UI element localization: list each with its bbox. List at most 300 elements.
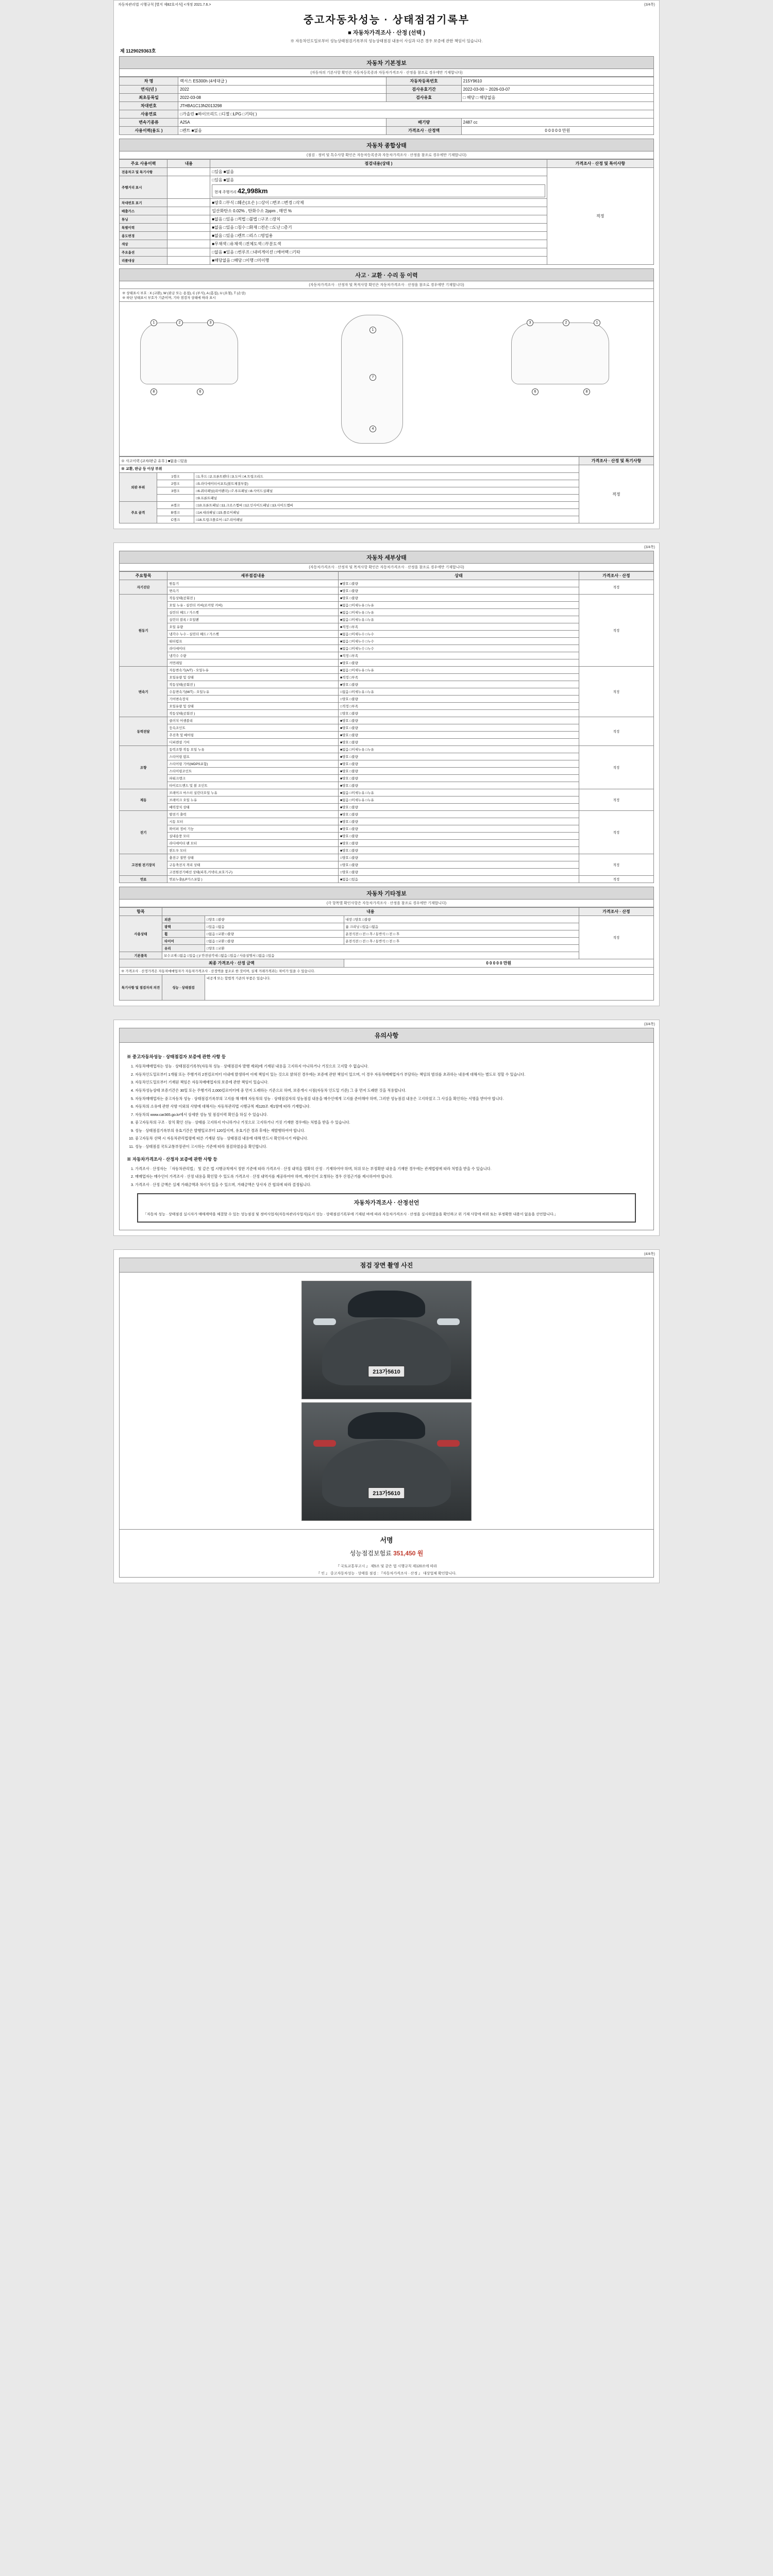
detail-state: □양호 □불량	[339, 869, 579, 876]
document-page-1	[113, 0, 660, 529]
detail-item: 수동변속기(M/T) - 오일누유	[167, 688, 339, 696]
group-powertrain: 동력전달	[120, 717, 167, 746]
section-condition-note: (점검 · 정비 및 특수사항 확인은 자동차등록증과 자동차가격조사 · 산정을 참조로 경우에만 기재합니다)	[119, 151, 654, 159]
page-subtitle: ■ 자동차가격조사 · 산정 (선택 )	[348, 30, 425, 36]
detail-item: 작동상태(공회전 )	[167, 595, 339, 602]
form-reference: 자동차관리법 시행규칙 [별지 제82호서식] <개정 2021.7.6.>	[118, 3, 211, 7]
table-row	[120, 638, 654, 645]
table-row	[120, 796, 654, 804]
car-damage-diagram	[119, 302, 654, 456]
row-recall-content	[167, 257, 210, 265]
other-remark: 적정	[579, 916, 653, 959]
detail-item: 자동변속기(A/T) - 오일누유	[167, 667, 339, 674]
row-color-content	[167, 240, 210, 248]
col-other-content: 내용	[162, 908, 579, 916]
detail-state: □없음 □미세누유 □누유	[339, 688, 579, 696]
table-row	[120, 710, 654, 717]
diagram-marker-6: 6	[197, 388, 204, 395]
detail-state: ■적정 □부족	[339, 652, 579, 659]
table-row	[120, 457, 654, 465]
detail-item: 충전구 절연 상태	[167, 854, 339, 861]
rank-1-options: □1.후드 □2.프론트펜더 □3.도어 □4.트렁크리드	[194, 473, 579, 480]
other-key: 타이어	[162, 938, 205, 945]
table-row	[120, 746, 654, 753]
row-vin-mark-label: 차대번호 표기	[120, 199, 167, 207]
table-row	[120, 602, 654, 609]
table-row	[120, 659, 654, 667]
table-row	[120, 86, 654, 94]
declaration-body: 「자동차 성능 · 상태점검 실시자가 매매계약을 체결할 수 있는 성능점검 및 정비사업자(자동차관리사업자)로서 성능 · 상태점검기록부에 기재된 바에 따라 자동차가격조사 · 산정을 실시하였음을 확인하고 위 기재 사항에 허위 또는 부정확한 내용이 없음을 선언합니다.」	[143, 1212, 558, 1216]
headlight-left-icon	[313, 1318, 336, 1325]
value-inspection-valid: □ 해당 □ 해당없음	[461, 94, 653, 102]
condition-table	[119, 159, 654, 265]
table-row	[120, 595, 654, 602]
detail-item: 배력장치 상태	[167, 804, 339, 811]
row-odometer-state	[210, 176, 547, 199]
accident-parts-table	[119, 456, 654, 523]
table-row	[120, 938, 654, 945]
table-header-row	[120, 160, 654, 168]
other-value-2	[344, 923, 579, 930]
accident-history-title: ※ 사고이력 (교차/판금 유무 )	[121, 459, 167, 463]
table-row	[120, 760, 654, 768]
accident-legend-notes	[119, 289, 654, 302]
section-condition-title: 자동차 종합상태	[119, 139, 654, 151]
page3-code: (3/4쪽)	[644, 1023, 655, 1027]
row-options-content	[167, 248, 210, 257]
document-number: 제 1129029363호	[120, 48, 156, 54]
detail-state: ■양호 □불량	[339, 760, 579, 768]
table-row	[120, 833, 654, 840]
rank-3b-label	[157, 495, 194, 502]
detail-item: 냉각수 누수 - 실린더 헤드 / 가스켓	[167, 631, 339, 638]
table-row	[120, 674, 654, 681]
table-row	[120, 127, 654, 135]
detail-item: 파워크랭크	[167, 775, 339, 782]
detail-state: □양호 □불량	[339, 710, 579, 717]
row-usage-change-label: 용도변경	[120, 232, 167, 240]
table-row	[120, 854, 654, 861]
value-transmission: A25A	[178, 118, 386, 127]
detail-item: 동력조향 작동 오일 누유	[167, 746, 339, 753]
section-notice-title: 유의사항	[119, 1028, 654, 1043]
detail-item: 오일유량 및 상태	[167, 703, 339, 710]
row-options-state: □없음 ■있음 □썬루프 □내비게이션 □에어백 □기타	[210, 248, 547, 257]
detail-state: ■양호 □불량	[339, 847, 579, 854]
row-emission-state: 일산화탄소 0.02% , 탄화수소 2ppm , 매연 %	[210, 207, 547, 215]
detail-item: 작동상태(공회전 )	[167, 710, 339, 717]
list-item: 1. 자동차매매업자는 성능 · 상태점검기록부(자동차 성능 · 상태점검자 발행 제외)에 기재된 내용을 고지하지 아니하거나 거짓으로 고지할 수 없습니다.	[135, 1063, 646, 1070]
label-displacement: 배기량	[386, 118, 461, 127]
table-row	[120, 753, 654, 760]
detail-state: ■양호 □불량	[339, 753, 579, 760]
table-row	[120, 968, 654, 975]
frame-label: 주요 골격	[120, 502, 157, 523]
table-row	[120, 945, 654, 952]
table-row	[120, 959, 654, 968]
accident-note-2: ※ 하단 상태표시 부호가 기준이며, 기타 점검자 상태에 따라 표시	[122, 296, 216, 300]
detail-state: ■양호 □불량	[339, 659, 579, 667]
table-row	[120, 952, 654, 959]
detail-item: 발전기 출력	[167, 811, 339, 818]
other-value: □있음 □없음	[205, 923, 344, 930]
table-row	[120, 587, 654, 595]
section-photos-title: 점검 장면 촬영 사진	[119, 1258, 654, 1273]
detail-item: 작동상태(공회전 )	[167, 681, 339, 688]
diagram-marker-2: 2	[176, 319, 183, 326]
col-usage-history: 주요 사용이력	[120, 160, 167, 168]
detail-item: 냉각수 수량	[167, 652, 339, 659]
page-subtitle-note: ※ 자동차인도일로부터 성능상태점검기록부의 성능상태점검 내용이 사실과 다른 경우 보증에 관한 책임이 있습니다.	[290, 39, 483, 43]
detail-item: 등속조인트	[167, 724, 339, 732]
row-special-history-state: ■없음 □있음 □침수 □화재 □전손 □도난 □총기	[210, 224, 547, 232]
label-year: 연식(년 )	[120, 86, 178, 94]
row-emission-content	[167, 207, 210, 215]
table-row	[120, 502, 654, 509]
detail-remark: 적정	[579, 854, 653, 876]
diagram-left-side	[140, 323, 238, 384]
value-plate: 215Y9610	[461, 77, 653, 86]
notice-heading-2: ※ 자동차가격조사 · 산정자 보증에 관한 사항 등	[127, 1156, 217, 1162]
detail-state: ■없음 □미세누수 □누수	[339, 631, 579, 638]
detail-remark: 적정	[579, 580, 653, 595]
row-odometer-content	[167, 176, 210, 199]
detail-state: ■양호 □불량	[339, 580, 579, 587]
table-row	[120, 168, 654, 176]
total-price-label: 최종 가격조사 · 산정 금액	[120, 959, 344, 968]
diagram-marker-r3: 3	[527, 319, 533, 326]
label-plate: 자동차등록번호	[386, 77, 461, 86]
table-row	[120, 732, 654, 739]
other-value-2-state: □양호 □불량	[352, 918, 371, 922]
detail-item: 기어변속장치	[167, 696, 339, 703]
declaration-title: 자동차가격조사 · 산정선언	[354, 1200, 419, 1207]
detail-table	[119, 571, 654, 883]
table-row	[120, 77, 654, 86]
table-row	[120, 724, 654, 732]
section-detail-note: (자동차가격조사 · 산정자 및 목적사항 확인은 자동차가격조사 · 산정을 참조로 경우에만 기재합니다)	[119, 564, 654, 571]
document-page-4	[113, 1249, 660, 1583]
condition-remark: 적정	[547, 168, 653, 265]
detail-item: 실린더 헤드 / 가스켓	[167, 609, 339, 616]
label-price-estimate: 가격조사 · 산정액	[386, 127, 461, 135]
detail-state: ■적정 □부족	[339, 674, 579, 681]
list-item: 10. 중고자동차 선택 시 자동차관리법령에 따른 기재된 성능 · 상태점검 내용에 대해 반드시 확인하시기 바랍니다.	[135, 1136, 646, 1142]
detail-state: ■양호 □불량	[339, 782, 579, 789]
row-recall-state: ■해당없음 □해당 □이행 □미이행	[210, 257, 547, 265]
row-odometer-label: 주행거리 표시	[120, 176, 167, 199]
accident-history-options: ■없음 □있음	[167, 459, 188, 463]
table-row	[120, 739, 654, 746]
photo-front	[301, 1281, 472, 1399]
value-price-estimate	[461, 127, 653, 135]
list-item: 1. 가격조사 · 산정자는 「자동차관리법」 및 같은 법 시행규칙에서 정한 기준에 따라 가격조사 · 산정 내역을 정확히 산정 · 기재하여야 하며, 허위 또는 부정확한 내용을 기재한 경우에는 관계법령에 따라 처벌을 받을 수 있습니다.	[135, 1166, 646, 1173]
row-color-state: ■무채색 □유채색 □전체도색 □부분도색	[210, 240, 547, 248]
price-digits: 0 0 0 0 0	[545, 128, 561, 133]
odometer-box	[212, 184, 545, 197]
detail-state: ■양호 □불량	[339, 739, 579, 746]
table-row	[120, 696, 654, 703]
section-accident-note: (자동차가격조사 · 산정자 및 목적사항 확인은 자동차가격조사 · 산정을 참조로 경우에만 기재합니다)	[119, 281, 654, 289]
row-recall-label: 리콜대상	[120, 257, 167, 265]
table-row	[120, 782, 654, 789]
document-page-3	[113, 1020, 660, 1236]
list-item: 2. 매매업자는 매수인이 가격조사 · 산정 내용을 확인할 수 있도록 가격조사 · 산정 내역서를 제공하여야 하며, 매수인이 요청하는 경우 산정근거를 제시하여야 합니다.	[135, 1174, 646, 1180]
row-special-history-content	[167, 224, 210, 232]
value-first-registration: 2022-03-08	[178, 94, 386, 102]
table-row	[120, 811, 654, 818]
document-header	[114, 8, 659, 45]
accident-legend-title: ※ 교환, 판금 등 이상 부위	[120, 465, 579, 473]
detail-state: ■없음 □미세누수 □누수	[339, 638, 579, 645]
page4-topline	[114, 1250, 659, 1258]
table-row	[120, 840, 654, 847]
detail-item: 오일유량 및 상태	[167, 674, 339, 681]
detail-state: □적정 □부족	[339, 703, 579, 710]
detail-item: 워터펌프	[167, 638, 339, 645]
row-garage-content	[167, 168, 210, 176]
notice-body	[119, 1043, 654, 1230]
detail-state: ■양호 □불량	[339, 840, 579, 847]
total-price-value: 0 0 0 0 0 만원	[344, 959, 653, 968]
detail-item: 브레이크 마스터 실린더오일 누유	[167, 789, 339, 796]
rank-3-label: 3랭크	[157, 487, 194, 495]
list-item: 3. 가격조사 · 산정 금액은 실제 거래금액과 차이가 있을 수 있으며, 거래금액은 당사자 간 협의에 따라 결정됩니다.	[135, 1182, 646, 1189]
diagram-marker-top-7: 7	[369, 374, 376, 381]
declaration-box	[137, 1193, 636, 1223]
footer-note-1: 『 국토교통부고시 』 제5조 및 같은 법 시행규칙 제120조에 따라	[336, 1565, 437, 1569]
detail-item: 스티어링 펌프	[167, 753, 339, 760]
table-row	[120, 703, 654, 710]
list-item: 9. 성능 · 상태점검기록부의 유효기간은 발행일로부터 120일이며, 유효기간 경과 후에는 재발행하여야 합니다.	[135, 1128, 646, 1134]
value-car-name: 렉서스 ES300h (4세대급 )	[178, 77, 386, 86]
table-row	[120, 775, 654, 782]
detail-state: □양호 □불량	[339, 696, 579, 703]
list-item: 5. 자동차매매업자는 중고자동차 성능 · 상태점검기록부의 고지를 해 매매 자동차의 성능 · 상태점검자의 성능점검 내용을 매수인에게 고지를 준비해야 하며, 그러한 성능점검 내용은 고지하였고 그 사실을 확인하는 서명을 받아야 합니다.	[135, 1096, 646, 1103]
other-value-2	[344, 916, 579, 923]
group-electric: 전기	[120, 811, 167, 854]
label-car-name: 차 명	[120, 77, 178, 86]
rank-2-options: □5.라디에이터서포트(볼트체결부품)	[194, 480, 579, 487]
col-state: 상태	[339, 572, 579, 580]
detail-state: ■없음 □있음	[339, 876, 579, 883]
diagram-right-side	[511, 323, 609, 384]
total-price-note: ※ 가격조사 · 산정가격은 자동차매매업자가 자동차가격조사 · 산정액을 참조로 한 것이며, 실제 거래가격과는 차이가 있을 수 있습니다.	[120, 968, 654, 975]
page2-code: (3/4쪽)	[644, 546, 655, 550]
diagram-marker-r6: 6	[532, 388, 539, 395]
table-row	[120, 487, 654, 495]
rank-2-label: 2랭크	[157, 480, 194, 487]
detail-item: 오일 유량	[167, 623, 339, 631]
accident-right-label: 가격조사 · 산정 및 특기사항	[579, 457, 653, 465]
page3-topline	[114, 1020, 659, 1028]
row-emission-label: 배출가스	[120, 207, 167, 215]
detail-item: 시동 모터	[167, 818, 339, 825]
label-vin: 차대번호	[120, 102, 178, 110]
other-usage-state-label: 사용상태	[120, 916, 162, 952]
diagram-marker-r2: 2	[563, 319, 569, 326]
signature-label: 서명	[380, 1536, 393, 1545]
table-row	[120, 94, 654, 102]
table-row	[120, 667, 654, 674]
detail-item: 라디에이터 팬 모터	[167, 840, 339, 847]
rank-b-options: □14.대쉬패널 □15.플로어패널	[194, 509, 579, 516]
row-garage-state: □있음 ■없음	[210, 168, 547, 176]
detail-item: 고전원전기배선 상태(피복,커넥터,보호기구)	[167, 869, 339, 876]
rank-a-options: □10.프론트패널 □11.크로스멤버 □12.인사이드패널 □13.사이드멤버	[194, 502, 579, 509]
other-key-2: 룸 크리닝	[345, 925, 360, 929]
detail-state: ■양호 □불량	[339, 775, 579, 782]
table-row	[120, 681, 654, 688]
detail-item: 구동축전지 격리 상태	[167, 861, 339, 869]
odometer-value: 42,998km	[238, 187, 268, 195]
diagram-marker-top-1: 1	[369, 327, 376, 333]
detail-item: 오일 누유 - 실린더 커버(로커암 커버)	[167, 602, 339, 609]
fee-label: 성능점검보험료	[349, 1550, 392, 1557]
diagram-marker-top-4: 4	[369, 426, 376, 432]
signature-block	[119, 1530, 654, 1578]
rank-b-label: B랭크	[157, 509, 194, 516]
rank-c-options: □16.트렁크플로어 □17.리어패널	[194, 516, 579, 523]
label-first-registration: 최초등록일	[120, 94, 178, 102]
row-color-label: 색상	[120, 240, 167, 248]
detail-state: ■양호 □불량	[339, 804, 579, 811]
detail-state: ■없음 □미세누유 □누유	[339, 616, 579, 623]
table-row	[120, 847, 654, 854]
table-row	[120, 495, 654, 502]
list-item: 3. 자동차인도일로부터 기재된 책임은 자동차매매업자의 보증에 관한 책임이 있습니다.	[135, 1079, 646, 1086]
accident-note-1: ※ 상태표시 부호 : X (교환), W (판금 또는 용접), C (부식), A (흠집), U (요철), T (손상)	[122, 292, 246, 296]
table-header-row	[120, 572, 654, 580]
table-row	[120, 768, 654, 775]
other-key-2: 내장	[345, 918, 352, 922]
table-row	[120, 717, 654, 724]
table-row	[120, 616, 654, 623]
odometer-options: □있음 ■없음	[212, 178, 234, 183]
label-inspection-valid: 검사유효	[386, 94, 461, 102]
detail-item: 변속기	[167, 587, 339, 595]
row-vin-mark-content	[167, 199, 210, 207]
page4-code: (4/4쪽)	[644, 1252, 655, 1257]
basic-items-value: 보수교재 □없음 □있음 ( )/ 안전삼각대 □없음 □있음 / 사용설명서 □없음 □있음	[162, 952, 579, 959]
other-info-table	[119, 907, 654, 1001]
detail-item: 타이로드엔드 및 볼 조인트	[167, 782, 339, 789]
detail-state: ■양호 □불량	[339, 811, 579, 818]
section-detail-title: 자동차 세부상태	[119, 551, 654, 564]
list-item: 4. 자동차성능상태 보증기간은 30일 또는 주행거리 2,000킬로미터에 중 먼저 도래하는 기준으로 하며, 보증개시 시점(자동차 인도일 기준) 그 중 먼저 도래한 것을 적용합니다.	[135, 1088, 646, 1094]
detail-state: ■양호 □불량	[339, 724, 579, 732]
row-tuning-state: ■없음 □있음 □적법 □불법 □구조 □장치	[210, 215, 547, 224]
taillight-left-icon	[313, 1440, 336, 1447]
notice-list-1	[127, 1063, 646, 1150]
section-other-note: (각 항목별 확인사항은 자동차가격조사 · 산정을 참조로 경우에만 기재합니다)	[119, 900, 654, 907]
table-row	[120, 580, 654, 587]
group-transmission: 변속기	[120, 667, 167, 717]
detail-state: ■양호 □불량	[339, 768, 579, 775]
table-row	[120, 480, 654, 487]
table-row	[120, 473, 654, 480]
special-note-label: 특기사항 및 점검자의 의견	[120, 975, 162, 1001]
table-row	[120, 118, 654, 127]
detail-item: 커먼레일	[167, 659, 339, 667]
group-engine: 원동기	[120, 595, 167, 667]
rank-1-label: 1랭크	[157, 473, 194, 480]
notice-list-2	[127, 1166, 646, 1189]
license-plate-front: 213가5610	[368, 1366, 405, 1377]
windshield-front	[348, 1291, 425, 1317]
other-value-2: 운전석전 □ 전 □ 후 / 동반석 □ 전 □ 후	[344, 930, 579, 938]
detail-item: 스티어링조인트	[167, 768, 339, 775]
detail-state: ■없음 □미세누유 □누유	[339, 602, 579, 609]
rank-c-label: C랭크	[157, 516, 194, 523]
value-fuel: □가솔린 ■하이브리드 □디젤 □LPG □기타( )	[178, 110, 654, 118]
section-basic-note: (자동차의 기본사항 확인은 자동차등록증과 자동차가격조사 · 산정을 참조로 경우에만 기재합니다)	[119, 69, 654, 77]
row-garage-label: 전용차고 및 특기사항	[120, 168, 167, 176]
section-accident-title: 사고 · 교환 · 수리 등 이력	[119, 268, 654, 281]
rank-3b-options: □9.프론트패널	[194, 495, 579, 502]
section-basic-title: 자동차 기본정보	[119, 56, 654, 69]
accident-history-label	[120, 457, 579, 465]
value-usage-history: □렌트 ■없음	[178, 127, 386, 135]
group-selfdiag: 자기진단	[120, 580, 167, 595]
col-other-remark: 가격조사 · 산정	[579, 908, 653, 916]
detail-item: 실내송풍 모터	[167, 833, 339, 840]
col-detail-remark: 가격조사 · 산정	[579, 572, 653, 580]
row-options-label: 주요옵션	[120, 248, 167, 257]
table-row	[120, 930, 654, 938]
detail-state: ■양호 □불량	[339, 732, 579, 739]
footer-note-2: 『 인 』 중고자동차성능 · 상태를 점검 : 『자동차가격조사 · 산정 』 대상업체 확인합니다.	[316, 1572, 457, 1576]
table-row	[120, 609, 654, 616]
detail-item: 라디에이터	[167, 645, 339, 652]
section-other-title: 자동차 기타정보	[119, 887, 654, 900]
fee-value: 351,450 원	[393, 1550, 424, 1557]
table-row	[120, 804, 654, 811]
list-item: 7. 자동차의 www.car365.go.kr에서 상세한 성능 및 점검이력 확인을 하실 수 있습니다.	[135, 1112, 646, 1118]
detail-item: 연료누출(LP가스포함 )	[167, 876, 339, 883]
diagram-marker-r8: 8	[583, 388, 590, 395]
row-vin-mark-state: ■양호 □부식 □훼손(오손 ) □상이 □변조 □변경 □삭제	[210, 199, 547, 207]
diagram-marker-3: 3	[207, 319, 214, 326]
other-key: 외관	[162, 916, 205, 923]
label-transmission: 변속기종류	[120, 118, 178, 127]
detail-state: ■없음 □미세누유 □누유	[339, 609, 579, 616]
taillight-right-icon	[437, 1440, 460, 1447]
table-row	[120, 975, 654, 1001]
row-tuning-label: 튜닝	[120, 215, 167, 224]
diagram-marker-r1: 1	[594, 319, 600, 326]
other-value: □없음 □교환 □불량	[205, 938, 344, 945]
value-displacement: 2487 cc	[461, 118, 653, 127]
list-item: 2. 자동차인도일로부터 1개월 또는 주행거리 2천킬로미터 이내에 발생하여 이에 책임이 있는 것으로 밝혀진 경우에는 보증에 관한 책임이 있으며, 이 경우 자동차매매업자가 부담하는 책임의 범위를 초과하는 내용에 대해서는 별도로 정할 수 있습니다.	[135, 1072, 646, 1078]
detail-state: ■양호 □불량	[339, 833, 579, 840]
col-remark: 가격조사 · 산정 및 특이사항	[547, 160, 653, 168]
table-header-row	[120, 908, 654, 916]
basic-items-label: 기본품목	[120, 952, 162, 959]
group-fuel: 연료	[120, 876, 167, 883]
table-row	[120, 465, 654, 473]
detail-state: ■없음 □미세누유 □누유	[339, 667, 579, 674]
col-main-item: 주요항목	[120, 572, 167, 580]
detail-state: ■양호 □불량	[339, 825, 579, 833]
row-special-history-label: 특별이력	[120, 224, 167, 232]
label-inspection-period: 검사유효기간	[386, 86, 461, 94]
value-vin: JTHBA1C13N2013298	[178, 102, 654, 110]
photo-area	[119, 1273, 654, 1530]
label-usage-history: 사용이력(용도 )	[120, 127, 178, 135]
table-row	[120, 631, 654, 638]
table-row	[120, 861, 654, 869]
